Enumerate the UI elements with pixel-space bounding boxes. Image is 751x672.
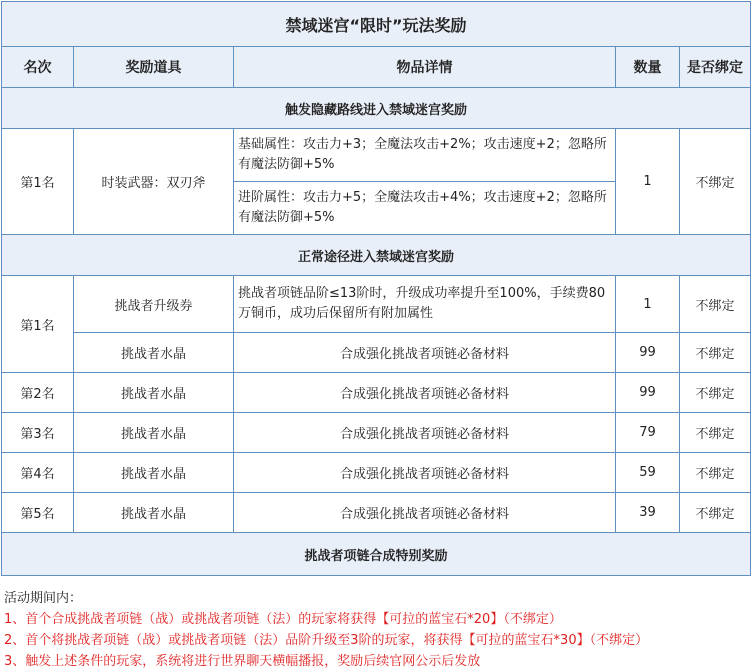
detail-cell: 合成强化挑战者项链必备材料 [234, 413, 616, 453]
table-row [2, 333, 751, 373]
detail-cell: 合成强化挑战者项链必备材料 [234, 493, 616, 533]
table-row [2, 129, 751, 182]
rank-cell: 第1名 [2, 129, 74, 235]
qty-cell: 99 [616, 373, 680, 413]
qty-cell: 79 [616, 413, 680, 453]
note-line-1: 1、首个合成挑战者项链（战）或挑战者项链（法）的玩家将获得【可拉的蓝宝石*20】（不绑定） [4, 612, 562, 627]
bind-cell: 不绑定 [680, 333, 751, 373]
item-cell: 挑战者水晶 [74, 453, 234, 493]
detail-cell: 合成强化挑战者项链必备材料 [234, 453, 616, 493]
bind-cell: 不绑定 [680, 373, 751, 413]
detail-cell: 挑战者项链品阶≤13阶时，升级成功率提升至100%，手续费80万铜币，成功后保留所有附加属性 [234, 276, 616, 333]
note-line-2: 2、首个将挑战者项链（战）或挑战者项链（法）品阶升级至3阶的玩家，将获得【可拉的蓝宝石*30】（不绑定） [4, 633, 649, 648]
qty-cell: 99 [616, 333, 680, 373]
table-title: 禁域迷宫“限时”玩法奖励 [2, 2, 751, 47]
bind-cell: 不绑定 [680, 453, 751, 493]
qty-cell: 39 [616, 493, 680, 533]
qty-cell: 1 [616, 276, 680, 333]
item-cell: 挑战者水晶 [74, 333, 234, 373]
title-row [2, 2, 751, 47]
bind-cell: 不绑定 [680, 129, 751, 235]
item-cell: 挑战者水晶 [74, 493, 234, 533]
bind-cell: 不绑定 [680, 413, 751, 453]
section-normal-route [2, 235, 751, 276]
detail-cell: 合成强化挑战者项链必备材料 [234, 373, 616, 413]
table-row [2, 373, 751, 413]
item-cell: 时装武器：双刃斧 [74, 129, 234, 235]
section-hidden-route [2, 88, 751, 129]
qty-cell: 59 [616, 453, 680, 493]
header-rank: 名次 [2, 47, 74, 88]
detail-advanced-cell: 进阶属性：攻击力+5；全魔法攻击+4%；攻击速度+2；忽略所有魔法防御+5% [234, 182, 616, 235]
rank-cell: 第5名 [2, 493, 74, 533]
table-row [2, 413, 751, 453]
rank-cell: 第3名 [2, 413, 74, 453]
item-cell: 挑战者升级券 [74, 276, 234, 333]
rank-cell: 第4名 [2, 453, 74, 493]
section-special-reward [2, 533, 751, 576]
rank-cell: 第1名 [2, 276, 74, 373]
section-title: 挑战者项链合成特别奖励 [2, 533, 751, 576]
table-row [2, 453, 751, 493]
qty-cell: 1 [616, 129, 680, 235]
section-title: 触发隐藏路线进入禁域迷宫奖励 [2, 88, 751, 129]
reward-table [1, 1, 751, 576]
detail-cell: 合成强化挑战者项链必备材料 [234, 333, 616, 373]
table-row [2, 276, 751, 333]
header-qty: 数量 [616, 47, 680, 88]
detail-basic-cell: 基础属性：攻击力+3；全魔法攻击+2%；攻击速度+2；忽略所有魔法防御+5% [234, 129, 616, 182]
notes-block [4, 588, 751, 672]
table-row [2, 493, 751, 533]
header-item: 奖励道具 [74, 47, 234, 88]
item-cell: 挑战者水晶 [74, 413, 234, 453]
rank-cell: 第2名 [2, 373, 74, 413]
note-line-3: 3、触发上述条件的玩家，系统将进行世界聊天横幅播报，奖励后续官网公示后发放 [4, 654, 481, 669]
header-detail: 物品详情 [234, 47, 616, 88]
header-bind: 是否绑定 [680, 47, 751, 88]
notes-heading: 活动期间内： [4, 591, 83, 606]
section-title: 正常途径进入禁域迷宫奖励 [2, 235, 751, 276]
item-cell: 挑战者水晶 [74, 373, 234, 413]
bind-cell: 不绑定 [680, 276, 751, 333]
header-row [2, 47, 751, 88]
bind-cell: 不绑定 [680, 493, 751, 533]
